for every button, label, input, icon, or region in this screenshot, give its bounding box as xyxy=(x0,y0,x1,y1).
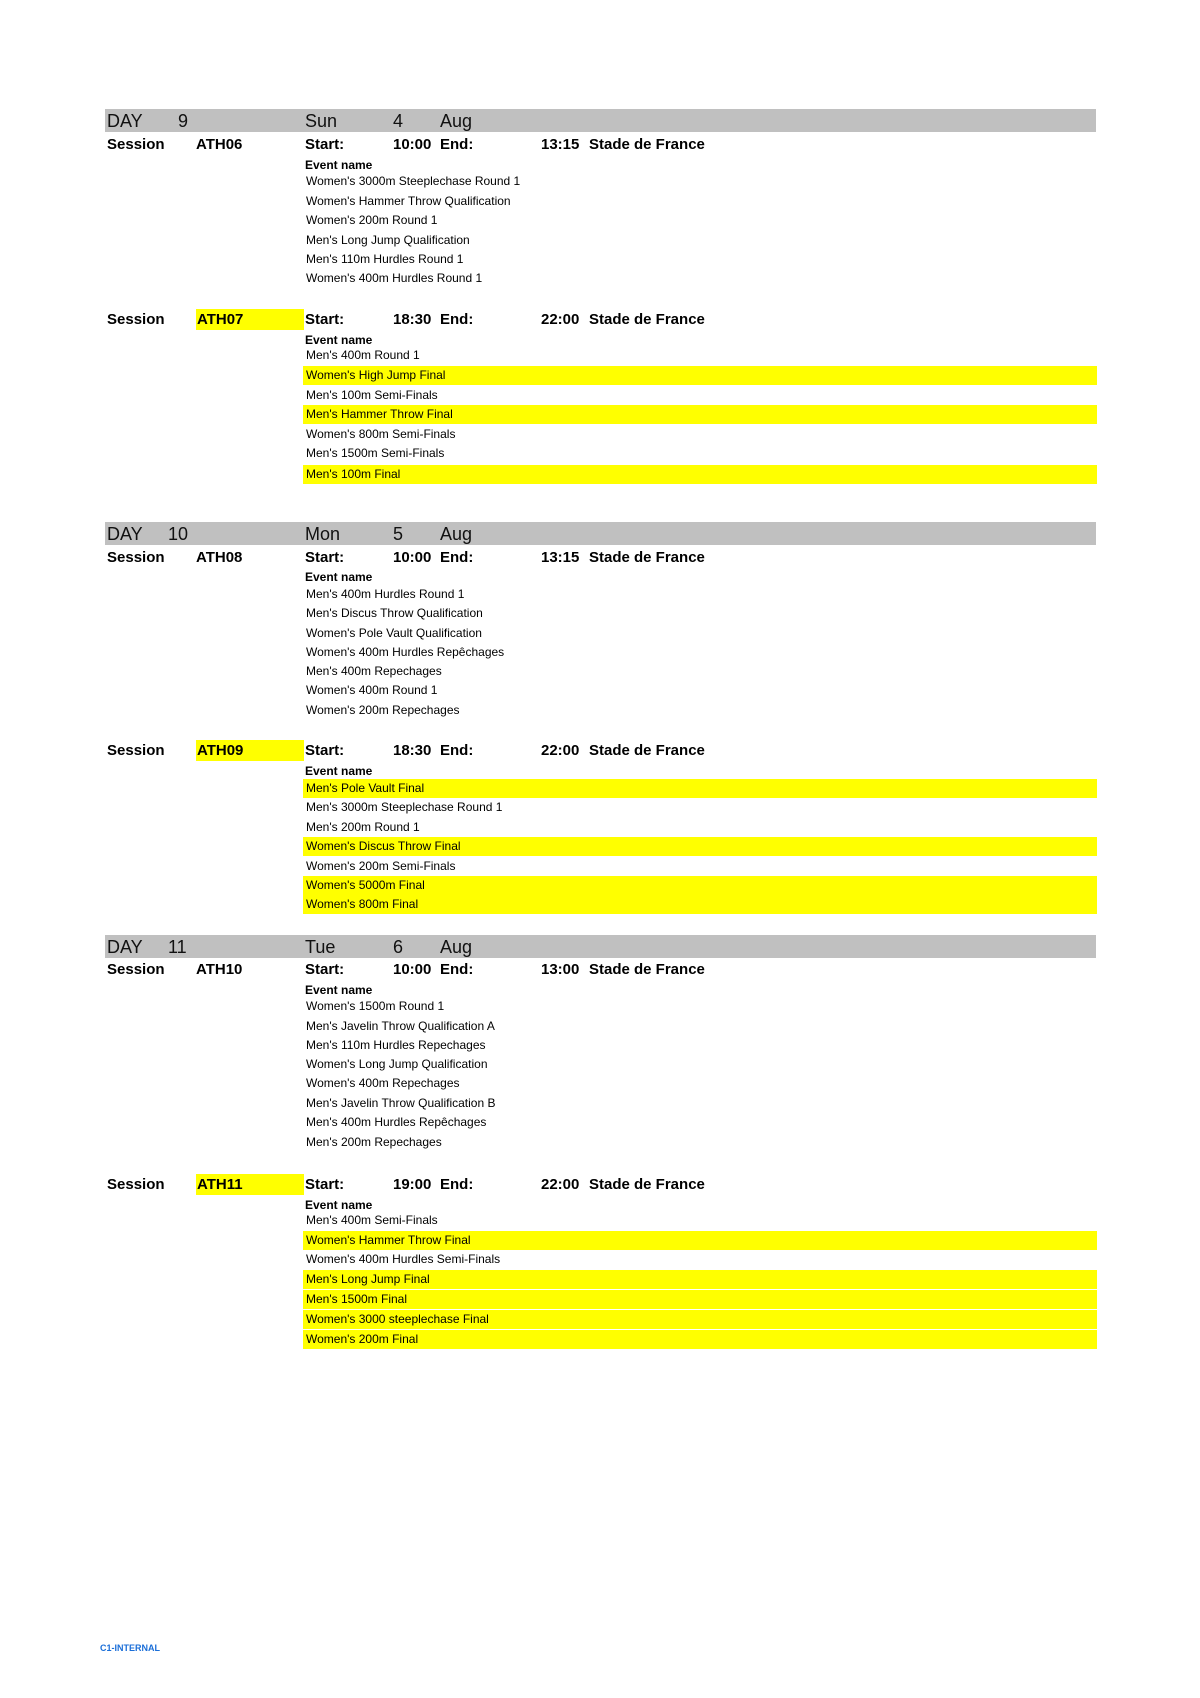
session-label: Session xyxy=(107,742,165,759)
weekday: Sun xyxy=(305,111,338,131)
start-label: Start: xyxy=(305,549,345,566)
end-label: End: xyxy=(440,311,474,328)
end-label: End: xyxy=(440,136,474,153)
event-name-header: Event name xyxy=(305,1198,373,1212)
final-event-row: Women's 3000 steeplechase Final xyxy=(303,1310,1097,1329)
event-row: Men's 400m Hurdles Round 1 xyxy=(306,587,465,601)
event-row: Men's 400m Hurdles Repêchages xyxy=(306,1115,487,1129)
final-event-row: Women's 800m Final xyxy=(303,895,1097,914)
event-row: Men's 110m Hurdles Round 1 xyxy=(306,252,464,266)
month: Aug xyxy=(440,937,473,957)
event-row: Men's 110m Hurdles Repechages xyxy=(306,1038,486,1052)
session-row xyxy=(105,547,1096,568)
session-label: Session xyxy=(107,311,165,328)
event-row: Men's 200m Round 1 xyxy=(306,820,420,834)
event-row: Women's 800m Semi-Finals xyxy=(306,427,456,441)
session-row xyxy=(105,740,1096,761)
date: 6 xyxy=(393,937,404,957)
start-label: Start: xyxy=(305,1176,345,1193)
end-time: 22:00 xyxy=(541,742,580,759)
event-row: Women's 200m Semi-Finals xyxy=(306,859,456,873)
date: 4 xyxy=(393,111,404,131)
day-header xyxy=(105,522,1096,545)
event-row: Women's Pole Vault Qualification xyxy=(306,626,482,640)
session-code: ATH11 xyxy=(196,1174,304,1195)
event-row: Women's 400m Hurdles Round 1 xyxy=(306,271,483,285)
weekday: Tue xyxy=(305,937,336,957)
event-row: Men's Javelin Throw Qualification B xyxy=(306,1096,496,1110)
final-event-row: Men's 1500m Final xyxy=(303,1290,1097,1309)
session-row xyxy=(105,134,1096,155)
start-time: 19:00 xyxy=(393,1176,432,1193)
classification-label: C1-INTERNAL xyxy=(100,1643,160,1653)
day-header xyxy=(105,109,1096,132)
end-time: 13:15 xyxy=(541,136,580,153)
venue: Stade de France xyxy=(589,136,705,153)
start-label: Start: xyxy=(305,136,345,153)
event-row: Men's 200m Repechages xyxy=(306,1135,442,1149)
end-label: End: xyxy=(440,961,474,978)
start-time: 10:00 xyxy=(393,136,432,153)
session-label: Session xyxy=(107,136,165,153)
venue: Stade de France xyxy=(589,549,705,566)
start-label: Start: xyxy=(305,311,345,328)
event-name-header: Event name xyxy=(305,333,373,347)
event-row: Men's 100m Semi-Finals xyxy=(306,388,438,402)
session-code: ATH06 xyxy=(196,136,243,153)
event-row: Men's 400m Repechages xyxy=(306,664,442,678)
date: 5 xyxy=(393,524,404,544)
session-code: ATH10 xyxy=(196,961,243,978)
session-label: Session xyxy=(107,1176,165,1193)
event-row: Women's 3000m Steeplechase Round 1 xyxy=(306,174,521,188)
session-row xyxy=(105,959,1096,980)
start-time: 10:00 xyxy=(393,549,432,566)
venue: Stade de France xyxy=(589,961,705,978)
event-row: Men's Long Jump Qualification xyxy=(306,233,470,247)
event-row: Women's Long Jump Qualification xyxy=(306,1057,488,1071)
event-row: Men's 400m Round 1 xyxy=(306,348,420,362)
final-event-row: Men's Long Jump Final xyxy=(303,1270,1097,1289)
event-row: Men's 3000m Steeplechase Round 1 xyxy=(306,800,503,814)
day-number: 10 xyxy=(168,524,189,544)
final-event-row: Men's Pole Vault Final xyxy=(303,779,1097,798)
end-time: 22:00 xyxy=(541,311,580,328)
start-label: Start: xyxy=(305,961,345,978)
event-row: Women's Hammer Throw Qualification xyxy=(306,194,511,208)
event-name-header: Event name xyxy=(305,158,373,172)
event-row: Men's Discus Throw Qualification xyxy=(306,606,483,620)
event-name-header: Event name xyxy=(305,764,373,778)
final-event-row: Women's 5000m Final xyxy=(303,876,1097,895)
final-event-row: Women's Hammer Throw Final xyxy=(303,1231,1097,1250)
month: Aug xyxy=(440,111,473,131)
session-code: ATH07 xyxy=(196,309,304,330)
event-row: Men's Javelin Throw Qualification A xyxy=(306,1019,495,1033)
end-time: 22:00 xyxy=(541,1176,580,1193)
end-label: End: xyxy=(440,742,474,759)
day-label: DAY xyxy=(107,937,143,957)
event-name-header: Event name xyxy=(305,570,373,584)
session-row xyxy=(105,1174,1096,1195)
venue: Stade de France xyxy=(589,742,705,759)
event-row: Women's 1500m Round 1 xyxy=(306,999,445,1013)
day-label: DAY xyxy=(107,524,143,544)
end-label: End: xyxy=(440,549,474,566)
event-row: Women's 400m Hurdles Semi-Finals xyxy=(306,1252,501,1266)
session-code: ATH08 xyxy=(196,549,243,566)
event-row: Women's 200m Round 1 xyxy=(306,213,438,227)
start-time: 18:30 xyxy=(393,742,432,759)
end-time: 13:00 xyxy=(541,961,580,978)
final-event-row: Women's 200m Final xyxy=(303,1330,1097,1349)
end-label: End: xyxy=(440,1176,474,1193)
session-code: ATH09 xyxy=(196,740,304,761)
venue: Stade de France xyxy=(589,311,705,328)
day-label: DAY xyxy=(107,111,143,131)
session-row xyxy=(105,309,1096,330)
session-label: Session xyxy=(107,961,165,978)
start-time: 10:00 xyxy=(393,961,432,978)
final-event-row: Men's Hammer Throw Final xyxy=(303,405,1097,424)
venue: Stade de France xyxy=(589,1176,705,1193)
event-row: Women's 400m Hurdles Repêchages xyxy=(306,645,505,659)
final-event-row: Women's Discus Throw Final xyxy=(303,837,1097,856)
start-time: 18:30 xyxy=(393,311,432,328)
final-event-row: Women's High Jump Final xyxy=(303,366,1097,385)
day-number: 9 xyxy=(178,111,189,131)
day-header xyxy=(105,935,1096,958)
session-label: Session xyxy=(107,549,165,566)
event-row: Men's 400m Semi-Finals xyxy=(306,1213,438,1227)
month: Aug xyxy=(440,524,473,544)
final-event-row: Men's 100m Final xyxy=(303,465,1097,484)
day-number: 11 xyxy=(168,937,187,957)
event-row: Men's 1500m Semi-Finals xyxy=(306,446,445,460)
end-time: 13:15 xyxy=(541,549,580,566)
event-row: Women's 400m Round 1 xyxy=(306,683,438,697)
start-label: Start: xyxy=(305,742,345,759)
event-name-header: Event name xyxy=(305,983,373,997)
event-row: Women's 200m Repechages xyxy=(306,703,460,717)
event-row: Women's 400m Repechages xyxy=(306,1076,460,1090)
weekday: Mon xyxy=(305,524,341,544)
